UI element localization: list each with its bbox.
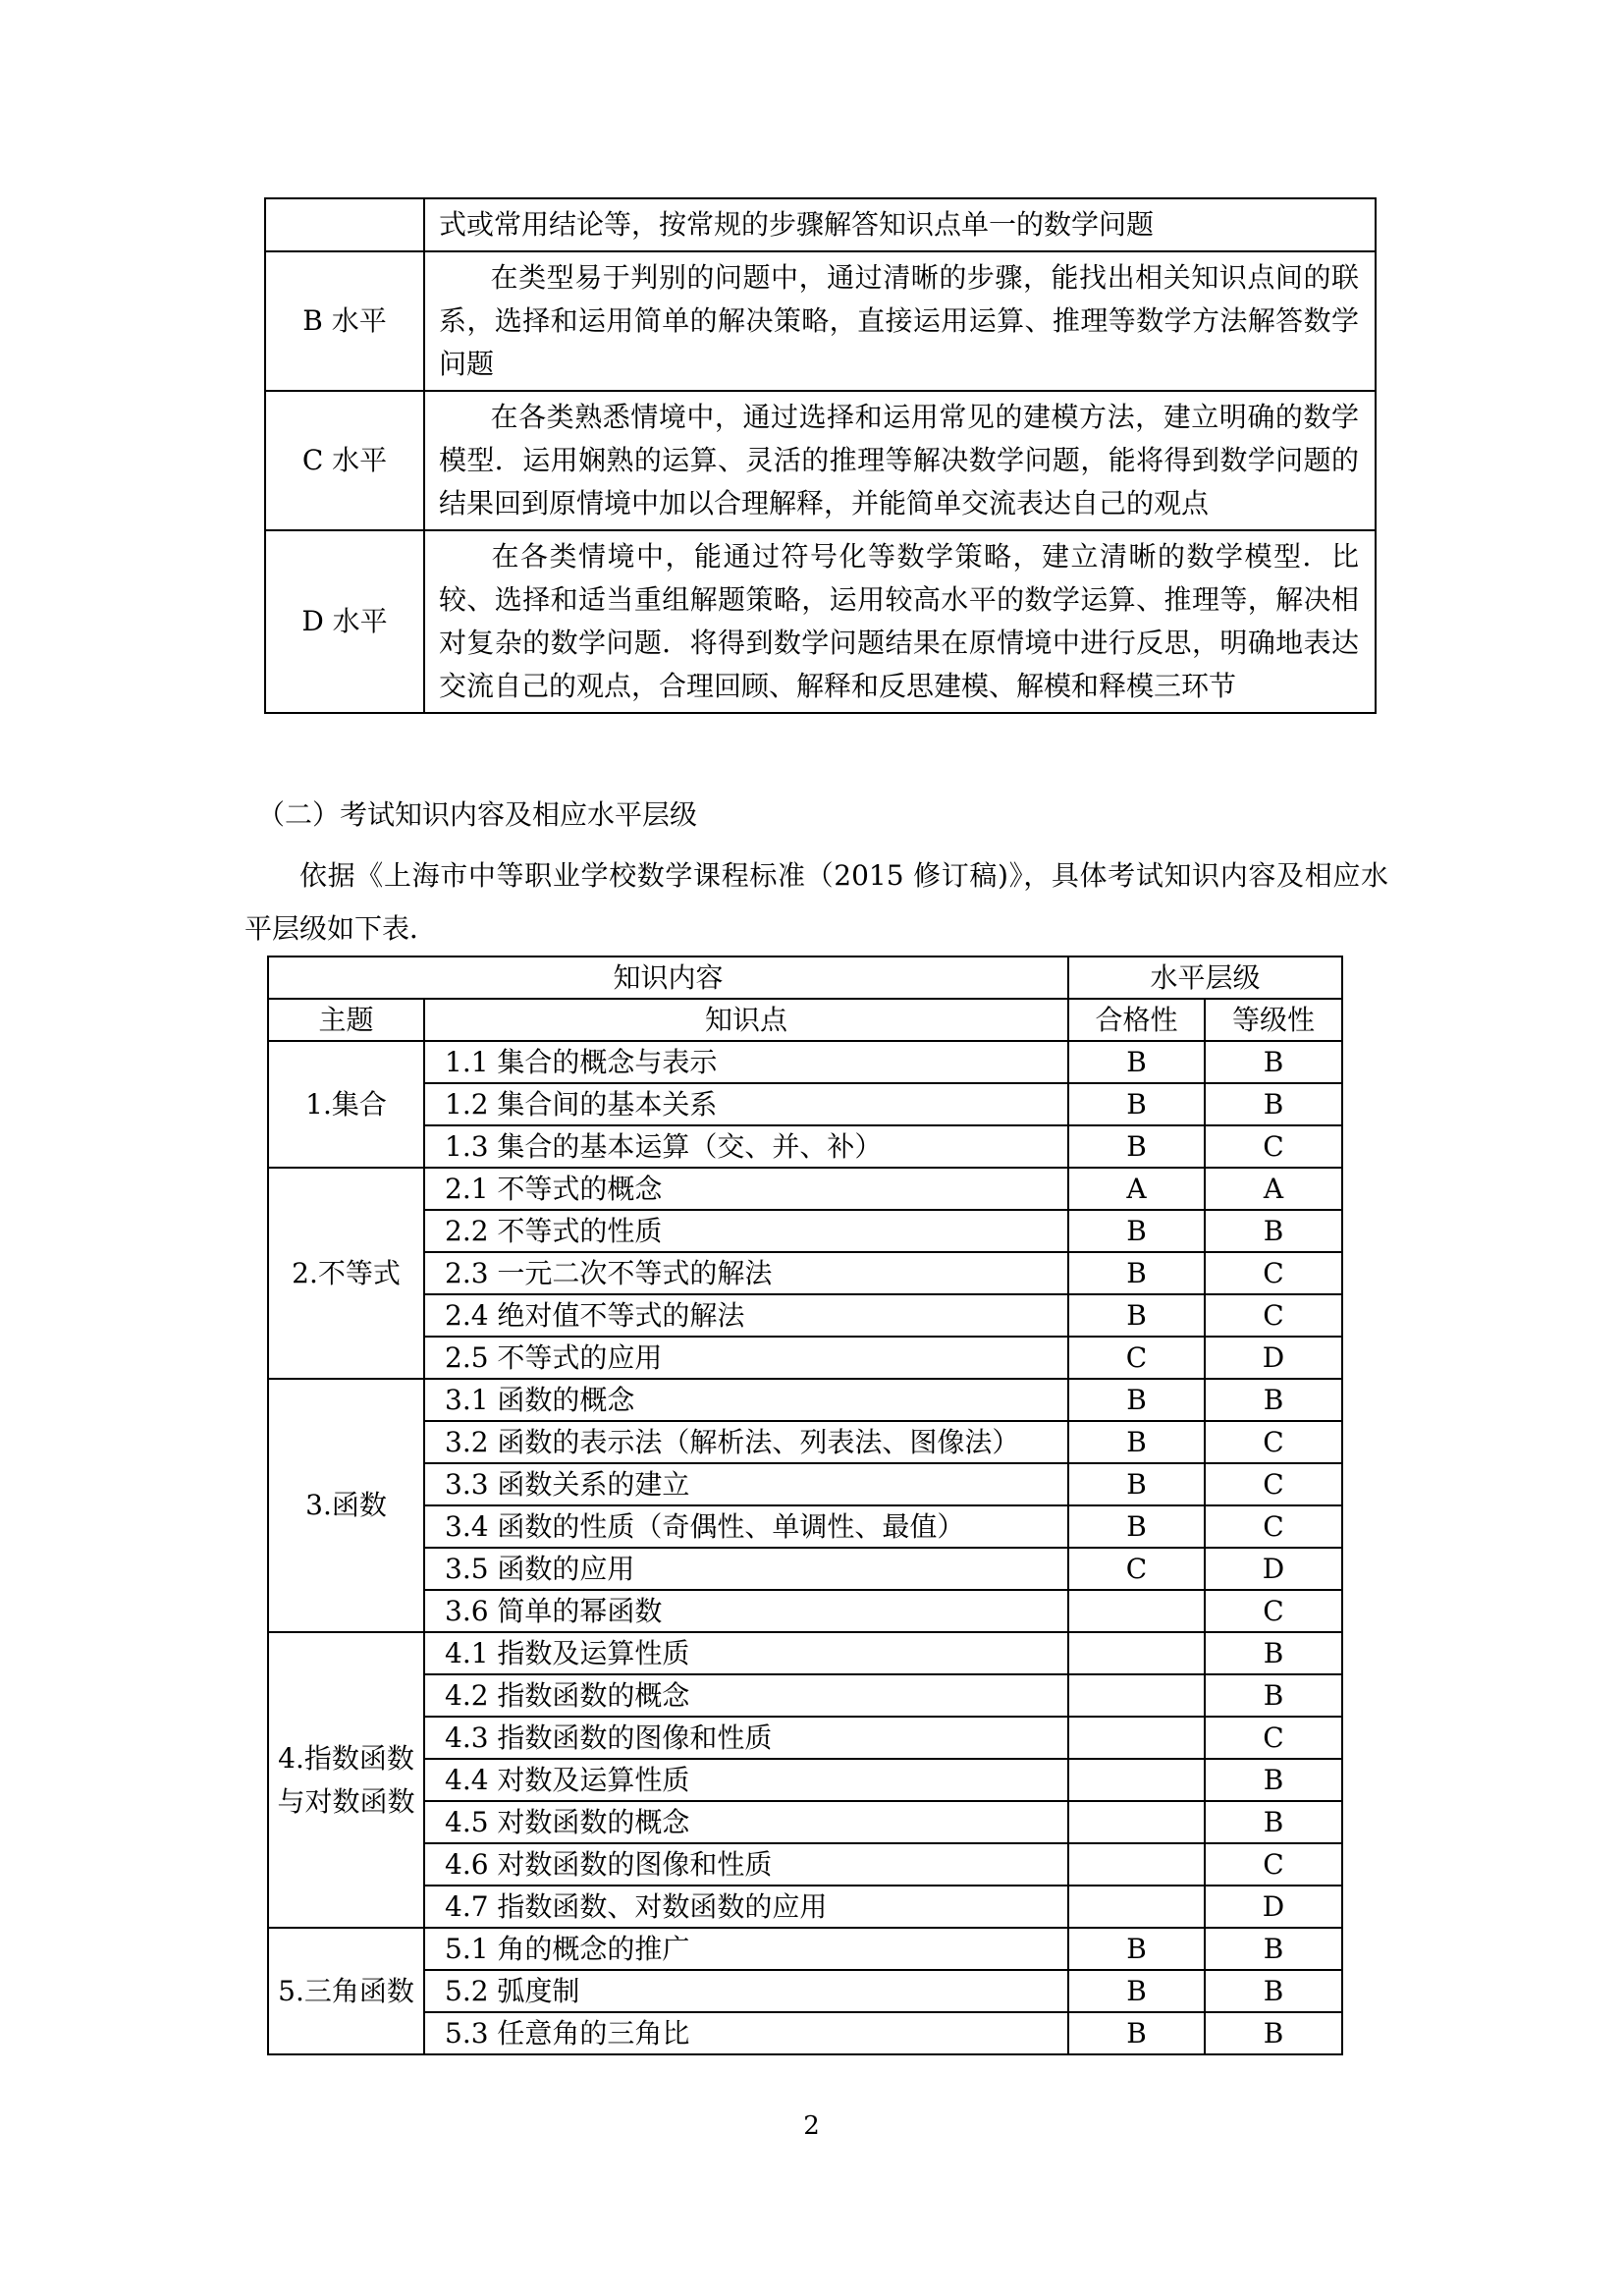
level-label: D 水平 bbox=[265, 530, 424, 713]
level-label: C 水平 bbox=[265, 391, 424, 530]
point-cell: 4.2 指数函数的概念 bbox=[424, 1674, 1068, 1717]
level-label bbox=[265, 198, 424, 251]
grade-level-cell: C bbox=[1205, 1252, 1342, 1294]
table-header-row bbox=[268, 957, 1342, 999]
level-description-text: 在类型易于判别的问题中，通过清晰的步骤，能找出相关知识点间的联系，选择和运用简单的解决策略，直接运用运算、推理等数学方法解答数学问题 bbox=[439, 261, 1359, 380]
pass-level-cell: C bbox=[1068, 1548, 1205, 1590]
grade-level-cell: B bbox=[1205, 1083, 1342, 1125]
pass-level-cell bbox=[1068, 1632, 1205, 1674]
point-cell: 2.2 不等式的性质 bbox=[424, 1210, 1068, 1252]
topic-cell bbox=[268, 1168, 424, 1379]
header-pass: 合格性 bbox=[1068, 999, 1205, 1041]
point-cell: 2.5 不等式的应用 bbox=[424, 1337, 1068, 1379]
table-row bbox=[268, 1463, 1342, 1505]
point-cell: 3.5 函数的应用 bbox=[424, 1548, 1068, 1590]
pass-level-cell bbox=[1068, 1843, 1205, 1886]
grade-level-cell: C bbox=[1205, 1590, 1342, 1632]
header-grade: 等级性 bbox=[1205, 999, 1342, 1041]
pass-level-cell bbox=[1068, 1590, 1205, 1632]
pass-level-cell: B bbox=[1068, 1294, 1205, 1337]
topic-label: 3.函数 bbox=[305, 1489, 387, 1521]
knowledge-table-body bbox=[268, 1041, 1342, 2054]
table-row bbox=[268, 1717, 1342, 1759]
pass-level-cell bbox=[1068, 1801, 1205, 1843]
table-row bbox=[268, 1041, 1342, 1083]
point-cell: 3.3 函数关系的建立 bbox=[424, 1463, 1068, 1505]
grade-level-cell: B bbox=[1205, 2012, 1342, 2054]
point-cell: 3.2 函数的表示法（解析法、列表法、图像法） bbox=[424, 1421, 1068, 1463]
point-cell: 2.1 不等式的概念 bbox=[424, 1168, 1068, 1210]
topic-label: 5.三角函数 bbox=[278, 1974, 414, 2007]
table-header-row bbox=[268, 999, 1342, 1041]
grade-level-cell: D bbox=[1205, 1337, 1342, 1379]
point-cell: 4.1 指数及运算性质 bbox=[424, 1632, 1068, 1674]
point-cell: 4.4 对数及运算性质 bbox=[424, 1759, 1068, 1801]
point-cell: 3.6 简单的幂函数 bbox=[424, 1590, 1068, 1632]
pass-level-cell: B bbox=[1068, 1928, 1205, 1970]
level-description-text: 式或常用结论等，按常规的步骤解答知识点单一的数学问题 bbox=[439, 208, 1155, 241]
pass-level-cell: B bbox=[1068, 1083, 1205, 1125]
grade-level-cell: A bbox=[1205, 1168, 1342, 1210]
point-cell: 1.3 集合的基本运算（交、并、补） bbox=[424, 1125, 1068, 1168]
knowledge-level-table bbox=[267, 956, 1343, 2055]
pass-level-cell: B bbox=[1068, 1252, 1205, 1294]
table-row bbox=[268, 1590, 1342, 1632]
level-description bbox=[424, 530, 1376, 713]
point-cell: 5.1 角的概念的推广 bbox=[424, 1928, 1068, 1970]
level-row bbox=[265, 198, 1376, 251]
topic-label: 2.不等式 bbox=[292, 1256, 401, 1289]
level-description bbox=[424, 251, 1376, 391]
topic-cell bbox=[268, 1928, 424, 2054]
grade-level-cell: C bbox=[1205, 1505, 1342, 1548]
table-row bbox=[268, 2012, 1342, 2054]
point-cell: 1.2 集合间的基本关系 bbox=[424, 1083, 1068, 1125]
point-cell: 2.3 一元二次不等式的解法 bbox=[424, 1252, 1068, 1294]
grade-level-cell: B bbox=[1205, 1970, 1342, 2012]
table-row bbox=[268, 1632, 1342, 1674]
level-description-table bbox=[264, 197, 1377, 714]
table-row bbox=[268, 1886, 1342, 1928]
grade-level-cell: C bbox=[1205, 1294, 1342, 1337]
table-row bbox=[268, 1801, 1342, 1843]
pass-level-cell: B bbox=[1068, 1379, 1205, 1421]
table-row bbox=[268, 1548, 1342, 1590]
point-cell: 1.1 集合的概念与表示 bbox=[424, 1041, 1068, 1083]
grade-level-cell: B bbox=[1205, 1674, 1342, 1717]
pass-level-cell: A bbox=[1068, 1168, 1205, 1210]
table-row bbox=[268, 1252, 1342, 1294]
topic-label: 1.集合 bbox=[305, 1087, 387, 1121]
level-description-text: 在各类熟悉情境中，通过选择和运用常见的建模方法，建立明确的数学模型．运用娴熟的运算、灵活的推理等解决数学问题，能将得到数学问题的结果回到原情境中加以合理解释，并能简单交流表达自己的观点 bbox=[439, 401, 1359, 519]
table-row bbox=[268, 1970, 1342, 2012]
point-cell: 4.5 对数函数的概念 bbox=[424, 1801, 1068, 1843]
topic-cell bbox=[268, 1041, 424, 1168]
pass-level-cell bbox=[1068, 1759, 1205, 1801]
pass-level-cell: B bbox=[1068, 2012, 1205, 2054]
table-row bbox=[268, 1674, 1342, 1717]
table-row bbox=[268, 1843, 1342, 1886]
level-description bbox=[424, 391, 1376, 530]
pass-level-cell bbox=[1068, 1674, 1205, 1717]
level-description-text: 在各类情境中，能通过符号化等数学策略，建立清晰的数学模型．比较、选择和适当重组解题策略，运用较高水平的数学运算、推理等，解决相对复杂的数学问题．将得到数学问题结果在原情境中进行反思，明确地表达交流自己的观点，合理回顾、解释和反思建模、解模和释模三环节 bbox=[439, 540, 1359, 702]
level-label: B 水平 bbox=[265, 251, 424, 391]
grade-level-cell: C bbox=[1205, 1843, 1342, 1886]
grade-level-cell: C bbox=[1205, 1421, 1342, 1463]
table-row bbox=[268, 1759, 1342, 1801]
table-row bbox=[268, 1337, 1342, 1379]
header-knowledge-content: 知识内容 bbox=[268, 957, 1068, 999]
point-cell: 2.4 绝对值不等式的解法 bbox=[424, 1294, 1068, 1337]
pass-level-cell: B bbox=[1068, 1210, 1205, 1252]
header-topic: 主题 bbox=[268, 999, 424, 1041]
table-row bbox=[268, 1083, 1342, 1125]
pass-level-cell bbox=[1068, 1717, 1205, 1759]
point-cell: 3.4 函数的性质（奇偶性、单调性、最值） bbox=[424, 1505, 1068, 1548]
level-row bbox=[265, 391, 1376, 530]
header-level: 水平层级 bbox=[1068, 957, 1342, 999]
pass-level-cell: B bbox=[1068, 1970, 1205, 2012]
point-cell: 4.7 指数函数、对数函数的应用 bbox=[424, 1886, 1068, 1928]
point-cell: 5.2 弧度制 bbox=[424, 1970, 1068, 2012]
point-cell: 5.3 任意角的三角比 bbox=[424, 2012, 1068, 2054]
table-row bbox=[268, 1928, 1342, 1970]
pass-level-cell: B bbox=[1068, 1041, 1205, 1083]
grade-level-cell: B bbox=[1205, 1928, 1342, 1970]
pass-level-cell: B bbox=[1068, 1463, 1205, 1505]
point-cell: 3.1 函数的概念 bbox=[424, 1379, 1068, 1421]
grade-level-cell: B bbox=[1205, 1632, 1342, 1674]
level-row bbox=[265, 251, 1376, 391]
topic-label: 4.指数函数与对数函数 bbox=[277, 1741, 415, 1818]
table-row bbox=[268, 1505, 1342, 1548]
grade-level-cell: B bbox=[1205, 1379, 1342, 1421]
pass-level-cell: B bbox=[1068, 1421, 1205, 1463]
topic-cell bbox=[268, 1379, 424, 1632]
grade-level-cell: C bbox=[1205, 1717, 1342, 1759]
level-description bbox=[424, 198, 1376, 251]
intro-paragraph: 依据《上海市中等职业学校数学课程标准（2015 修订稿)》，具体考试知识内容及相应水平层级如下表． bbox=[244, 859, 1388, 945]
level-row bbox=[265, 530, 1376, 713]
table-row bbox=[268, 1210, 1342, 1252]
table-row bbox=[268, 1379, 1342, 1421]
grade-level-cell: B bbox=[1205, 1759, 1342, 1801]
grade-level-cell: D bbox=[1205, 1548, 1342, 1590]
grade-level-cell: D bbox=[1205, 1886, 1342, 1928]
header-point: 知识点 bbox=[424, 999, 1068, 1041]
table-row bbox=[268, 1421, 1342, 1463]
table-row bbox=[268, 1125, 1342, 1168]
grade-level-cell: C bbox=[1205, 1125, 1342, 1168]
point-cell: 4.6 对数函数的图像和性质 bbox=[424, 1843, 1068, 1886]
pass-level-cell: B bbox=[1068, 1505, 1205, 1548]
table-row bbox=[268, 1168, 1342, 1210]
topic-cell bbox=[268, 1632, 424, 1928]
grade-level-cell: B bbox=[1205, 1041, 1342, 1083]
pass-level-cell bbox=[1068, 1886, 1205, 1928]
grade-level-cell: B bbox=[1205, 1801, 1342, 1843]
point-cell: 4.3 指数函数的图像和性质 bbox=[424, 1717, 1068, 1759]
pass-level-cell: B bbox=[1068, 1125, 1205, 1168]
grade-level-cell: B bbox=[1205, 1210, 1342, 1252]
section-heading: （二）考试知识内容及相应水平层级 bbox=[257, 798, 698, 831]
page-number: 2 bbox=[803, 2111, 820, 2141]
table-row bbox=[268, 1294, 1342, 1337]
grade-level-cell: C bbox=[1205, 1463, 1342, 1505]
pass-level-cell: C bbox=[1068, 1337, 1205, 1379]
